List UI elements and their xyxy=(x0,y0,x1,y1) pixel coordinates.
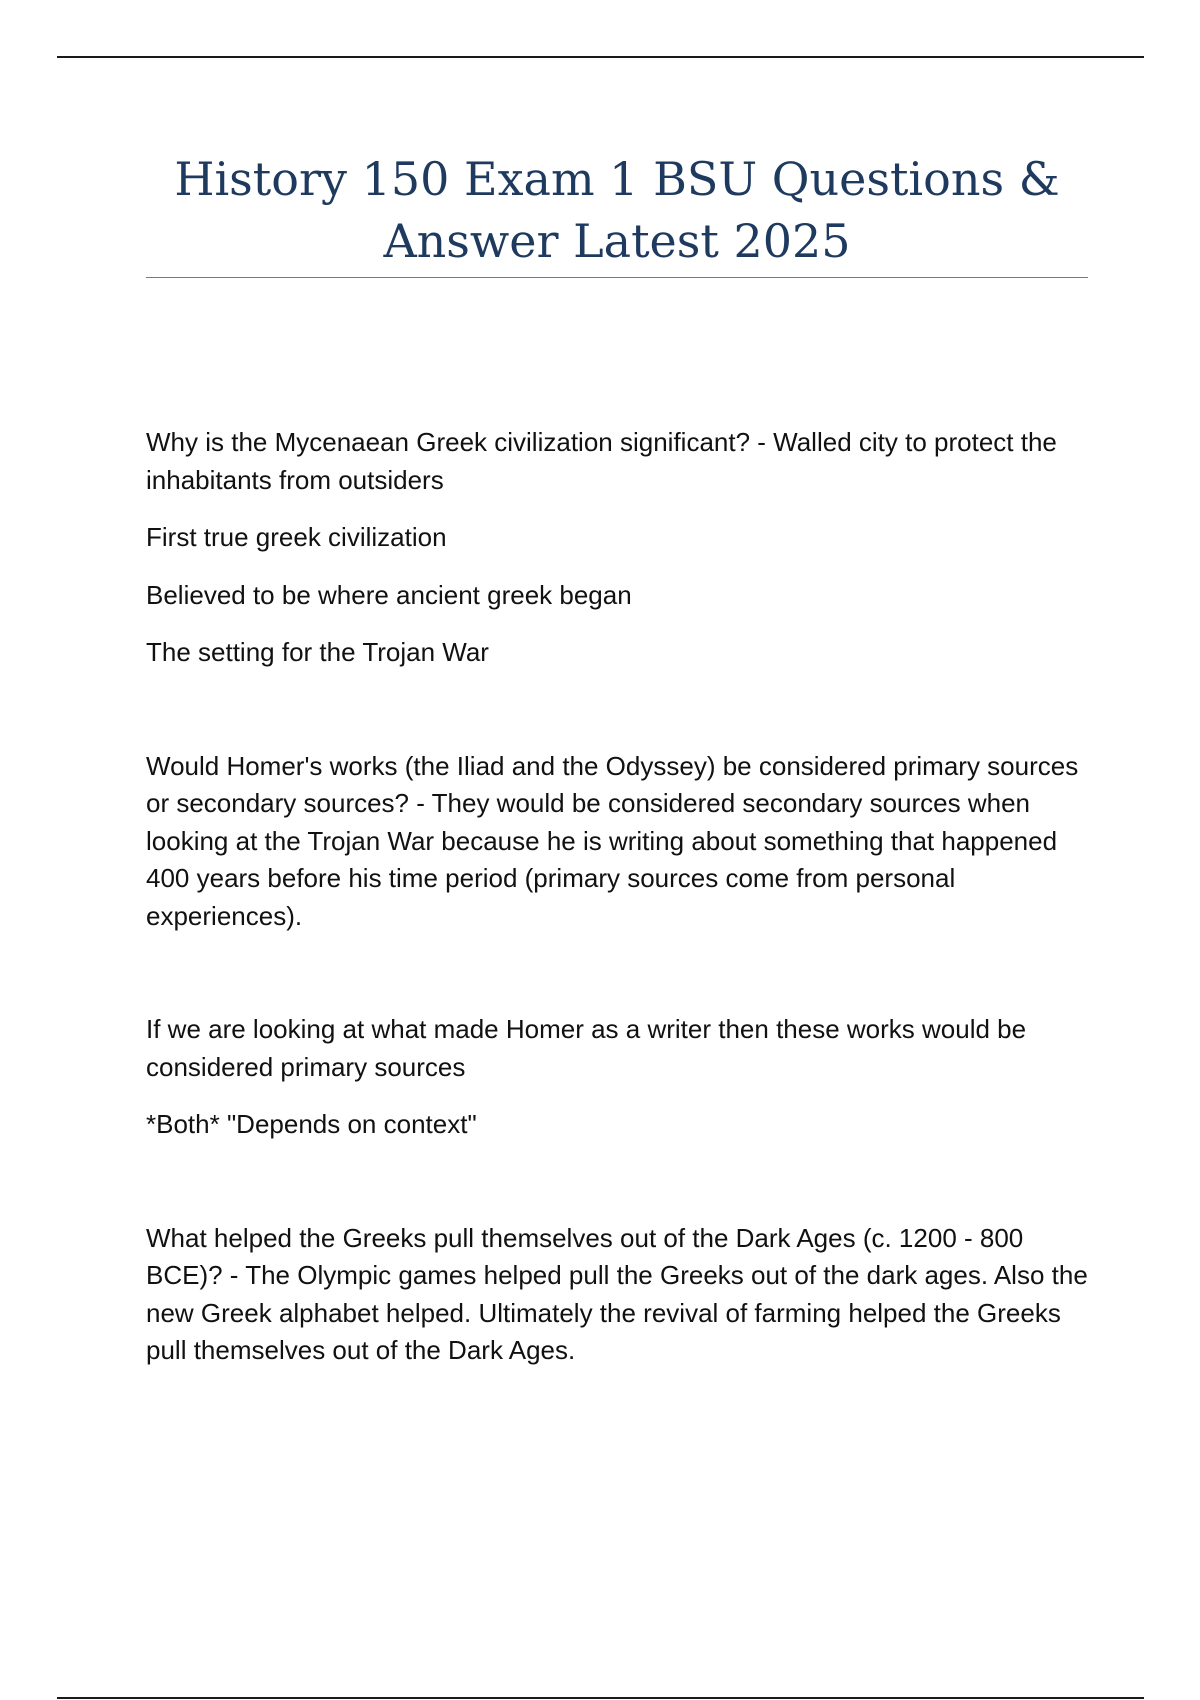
paragraph-homer-primary-sources: If we are looking at what made Homer as a writer then these works would be considered primary sources xyxy=(146,1014,1027,1082)
title-text xyxy=(146,148,1088,272)
paragraph-mycenaean-question: Why is the Mycenaean Greek civilization significant? - Walled city to protect the inhabitants from outsiders xyxy=(146,427,1057,495)
page-bottom-rule xyxy=(57,1697,1144,1699)
document-body xyxy=(146,424,1106,1370)
title-underline xyxy=(146,277,1088,278)
title-line-2: Answer Latest 2025 xyxy=(383,214,851,268)
document-title xyxy=(146,148,1088,272)
paragraph-dark-ages-question: What helped the Greeks pull themselves out of the Dark Ages (c. 1200 - 800 BCE)? - The Olympic games helped pull the Greeks out of the dark ages. Also the new Greek alphabet helped. Ultimately the revival of farming helped the Greeks pull themselves out of the Dark Ages. xyxy=(146,1222,1088,1365)
paragraph-first-true-civilization: First true greek civilization xyxy=(146,522,447,552)
title-line-1: History 150 Exam 1 BSU Questions & xyxy=(174,152,1060,206)
paragraph-ancient-greek-began: Believed to be where ancient greek began xyxy=(146,579,632,610)
page-top-rule xyxy=(57,56,1144,58)
paragraph-trojan-war-setting: The setting for the Trojan War xyxy=(146,637,489,667)
paragraph-depends-on-context: *Both* "Depends on context" xyxy=(146,1109,477,1139)
paragraph-homer-sources-question: Would Homer's works (the Iliad and the Odyssey) be considered primary sources or secondary sources? - They would be considered secondary sources when looking at the Trojan War because he is writing about something that happened 400 years before his time period (primary sources come from personal experiences). xyxy=(146,750,1079,931)
